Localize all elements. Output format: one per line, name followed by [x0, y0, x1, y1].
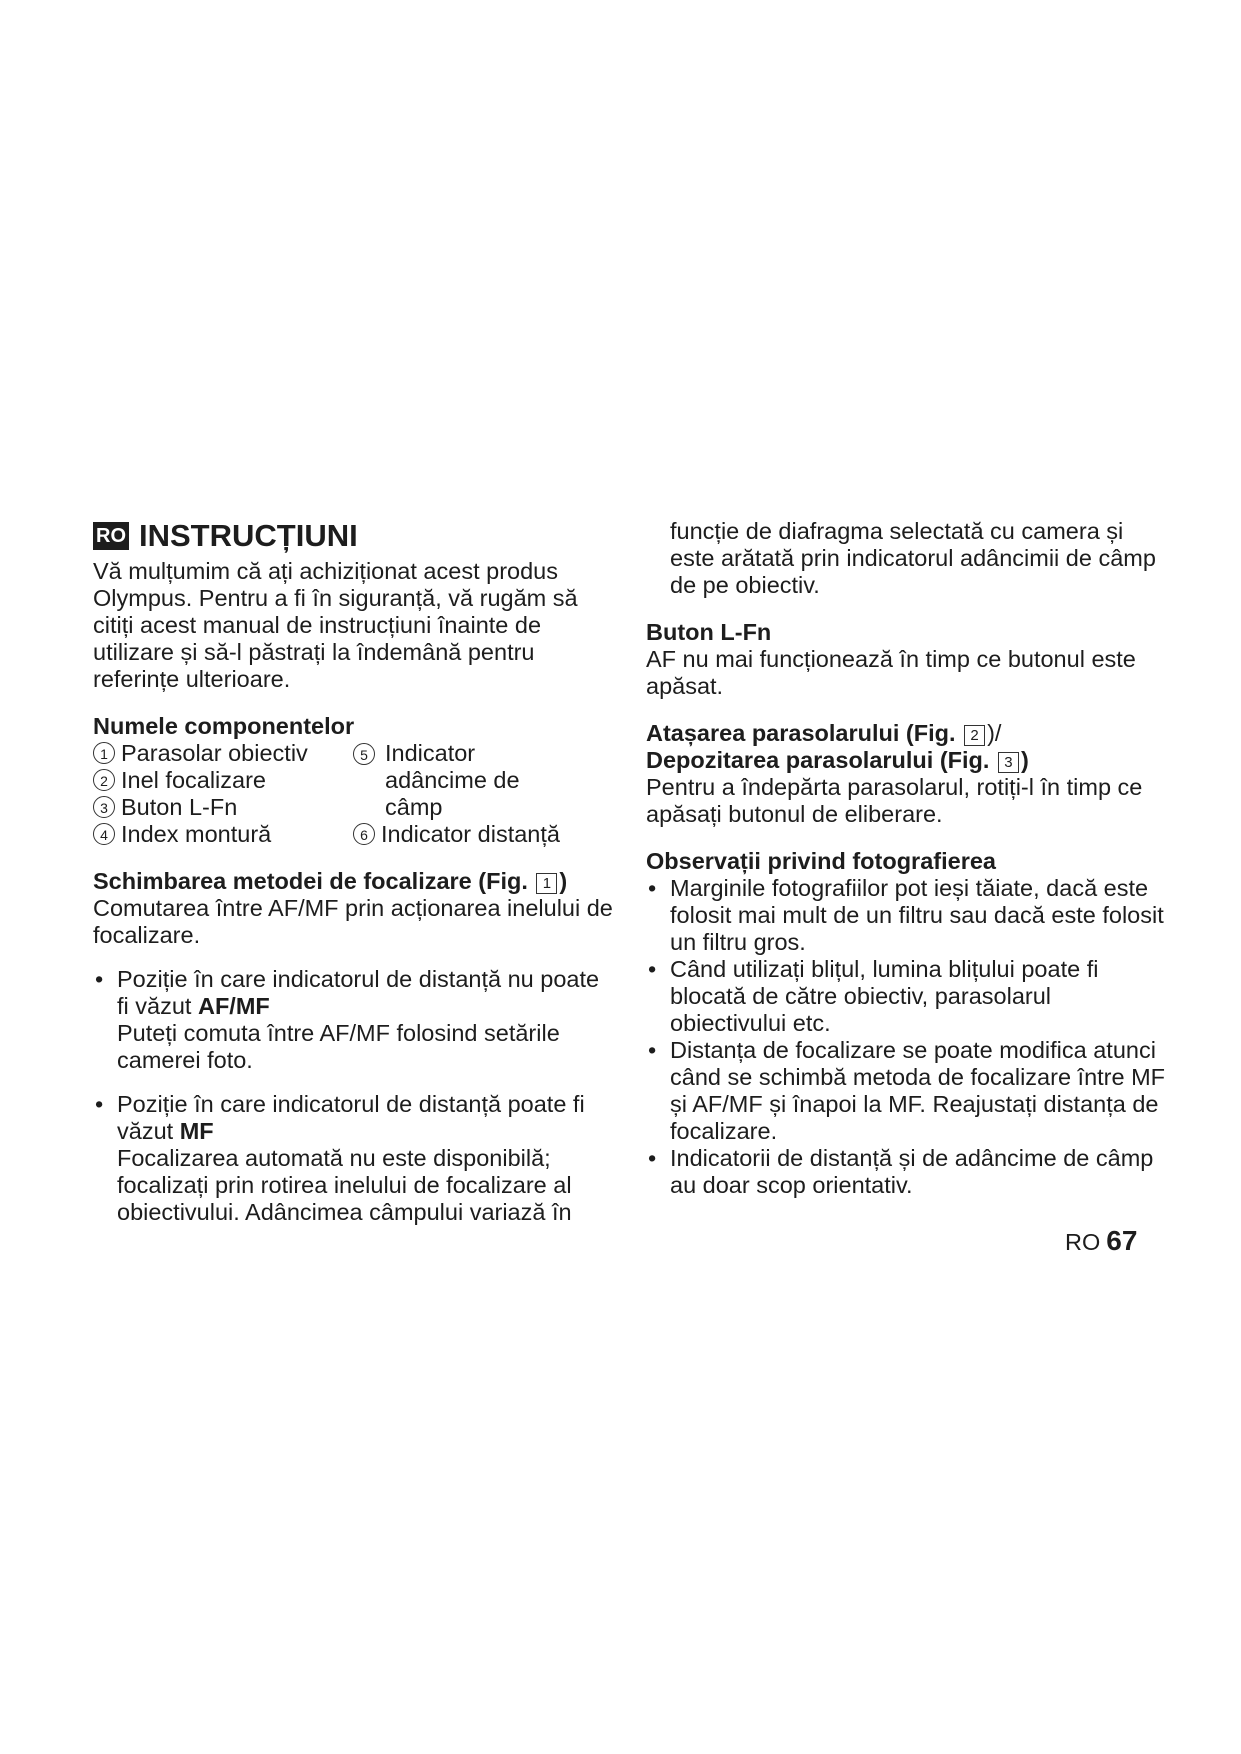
language-badge: RO: [93, 522, 129, 550]
hood-text: Pentru a îndepărta parasolarul, rotiți-l în timp ce apăsați butonul de eliberare.: [646, 774, 1143, 827]
page-number: RO 67: [1065, 1225, 1138, 1256]
lfn-heading: Buton L-Fn: [646, 619, 772, 645]
fig-number: 1: [536, 873, 557, 894]
list-item: • Distanța de focalizare se poate modifica atunci când se schimbă metoda de focalizare între MF și AF/MF și înapoi la MF. Reajustați distanța de focalizare.: [646, 1037, 1166, 1145]
page-title: [93, 518, 613, 554]
focus-continuation: funcție de diafragma selectată cu camera și este arătată prin indicatorul adâncimii de câmp de pe obiectiv.: [670, 518, 1156, 598]
fig-number: 3: [998, 752, 1019, 773]
list-item: 1 Parasolar obiectiv: [93, 740, 353, 767]
list-item: 2 Inel focalizare: [93, 767, 353, 794]
list-item: 3 Buton L-Fn: [93, 794, 353, 821]
right-column: [646, 518, 1166, 1199]
list-item: • Poziție în care indicatorul de distanță nu poate fi văzut AF/MF Puteți comuta între AF/MF folosind setările camerei foto.: [93, 966, 613, 1074]
list-item: • Indicatorii de distanță și de adâncime de câmp au doar scop orientativ.: [646, 1145, 1166, 1199]
title-text: INSTRUCȚIUNI: [139, 518, 358, 553]
intro-paragraph: Vă mulțumim că ați achiziționat acest produs Olympus. Pentru a fi în siguranță, vă rugăm să citiți acest manual de instrucțiuni înainte de utilizare și să-l păstrați la îndemână pentru referințe ulterioare.: [93, 558, 578, 692]
hood-heading-store: Depozitarea parasolarului (Fig. 3 ): [646, 747, 1029, 773]
list-item: • Poziție în care indicatorul de distanță poate fi văzut MF Focalizarea automată nu este disponibilă; focalizați prin rotirea inelului de focalizare al obiectivului. Adâncimea câmpului variază în: [93, 1091, 613, 1226]
lfn-text: AF nu mai funcționează în timp ce butonul este apăsat.: [646, 646, 1136, 699]
list-item: 6 Indicator distanță: [353, 821, 583, 848]
components-list: [93, 740, 613, 848]
list-item: • Marginile fotografiilor pot ieși tăiate, dacă este folosit mai mult de un filtru sau dacă este folosit un filtru gros.: [646, 875, 1166, 956]
components-heading: Numele componentelor: [93, 713, 355, 739]
notes-heading: Observații privind fotografierea: [646, 848, 996, 874]
hood-heading-attach: Atașarea parasolarului (Fig. 2 )/: [646, 720, 1002, 746]
focus-heading: Schimbarea metodei de focalizare (Fig. 1 ): [93, 868, 568, 894]
list-item: • Când utilizați blițul, lumina blițului poate fi blocată de către obiectiv, parasolarul obiectivului etc.: [646, 956, 1166, 1037]
list-item: 4 Index montură: [93, 821, 353, 848]
focus-text: Comutarea între AF/MF prin acționarea inelului de focalizare.: [93, 895, 613, 948]
list-item: 5 Indicator adâncime de câmp: [353, 740, 583, 821]
left-column: [93, 518, 613, 1226]
fig-number: 2: [964, 725, 985, 746]
